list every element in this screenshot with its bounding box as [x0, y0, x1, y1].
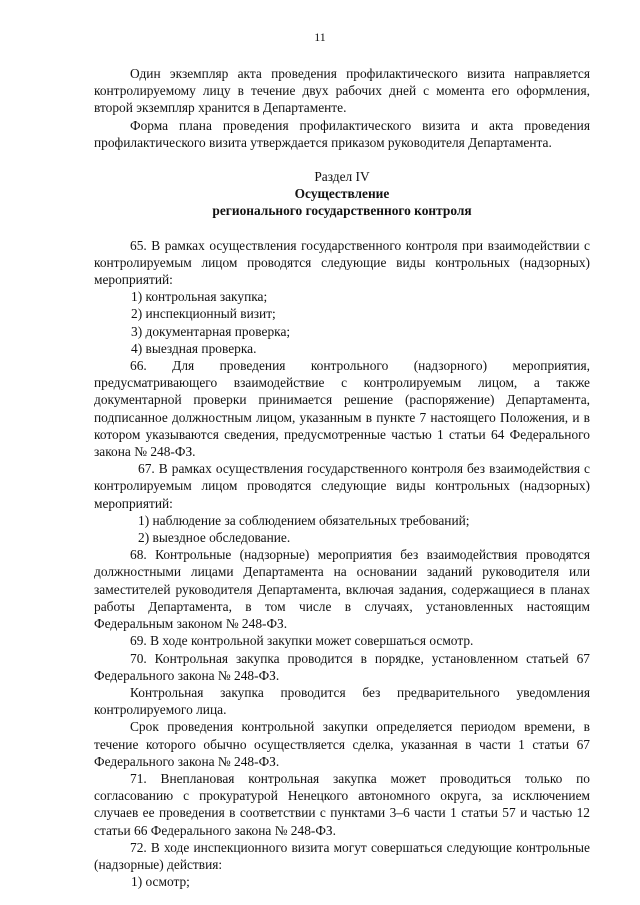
section-title-line-2: регионального государственного контроля — [212, 203, 472, 219]
list-item: 1) контрольная закупка; — [131, 289, 268, 305]
section-title-line-1: Осуществление — [294, 186, 390, 202]
paragraph-70-term: Срок проведения контрольной закупки определяется периодом времени, в течение которого обычно осуществляется сделка, указанная в части 1 статьи 67 Федерального закона № 248-ФЗ. — [94, 719, 590, 769]
list-item: 2) выездное обследование. — [138, 530, 291, 546]
paragraph-70-notice: Контрольная закупка проводится без предварительного уведомления контролируемого лица. — [94, 684, 590, 718]
list-item: 4) выездная проверка. — [131, 340, 257, 356]
list-item: 1) осмотр; — [131, 874, 190, 890]
section-number: Раздел IV — [314, 169, 370, 185]
document-body — [94, 65, 590, 890]
paragraph-69: 69. В ходе контрольной закупки может совершаться осмотр. — [130, 633, 474, 649]
list-item: 1) наблюдение за соблюдением обязательных требований; — [138, 512, 470, 528]
list-item: 2) инспекционный визит; — [131, 306, 276, 322]
paragraph-68: 68. Контрольные (надзорные) мероприятия без взаимодействия проводятся должностными лицами Департамента на основании заданий руководителя или заместителей руководителя Департамента, включая задания, содержащиеся в планах работы Департамента, в том числе в случаях, установленных настоящим Федеральным законом № 248-ФЗ. — [94, 547, 590, 632]
page-number: 11 — [314, 30, 326, 44]
paragraph-71: 71. Внеплановая контрольная закупка может проводиться только по согласованию с прокуратурой Ненецкого автономного округа, за исключением случаев ее проведения в соответствии с пунктами 3–6 части 1 статьи 57 и частью 12 статьи 66 Федерального закона № 248-ФЗ. — [94, 770, 590, 838]
paragraph-70: 70. Контрольная закупка проводится в порядке, установленном статьей 67 Федерального закона № 248-ФЗ. — [94, 650, 590, 683]
section-heading — [94, 168, 590, 220]
intro-paragraph-2: Форма плана проведения профилактического визита и акта проведения профилактического визита утверждается приказом руководителя Департамента. — [94, 117, 590, 150]
paragraph-66: 66. Для проведения контрольного (надзорного) мероприятия, предусматривающего взаимодействие с контролируемым лицом, а также документарной проверки принимается решение (распоряжение) Департамента, подписанное должностным лицом, указанным в пункте 7 настоящего Положения, и в котором указываются сведения, предусмотренные частью 1 статьи 64 Федерального закона № 248-ФЗ. — [94, 358, 590, 460]
paragraph-67: 67. В рамках осуществления государственного контроля без взаимодействия с контролируемым лицом проводятся следующие виды контрольных (надзорных) мероприятий: — [94, 461, 590, 511]
intro-paragraph-1: Один экземпляр акта проведения профилактического визита направляется контролируемому лицу в течение двух рабочих дней с момента его оформления, второй экземпляр хранится в Департаменте. — [94, 66, 590, 116]
list-item: 3) документарная проверка; — [131, 323, 291, 339]
paragraph-65: 65. В рамках осуществления государственного контроля при взаимодействии с контролируемым лицом проводятся следующие виды контрольных (надзорных) мероприятий: — [94, 237, 590, 288]
paragraph-72: 72. В ходе инспекционного визита могут совершаться следующие контрольные (надзорные) действия: — [94, 839, 590, 872]
